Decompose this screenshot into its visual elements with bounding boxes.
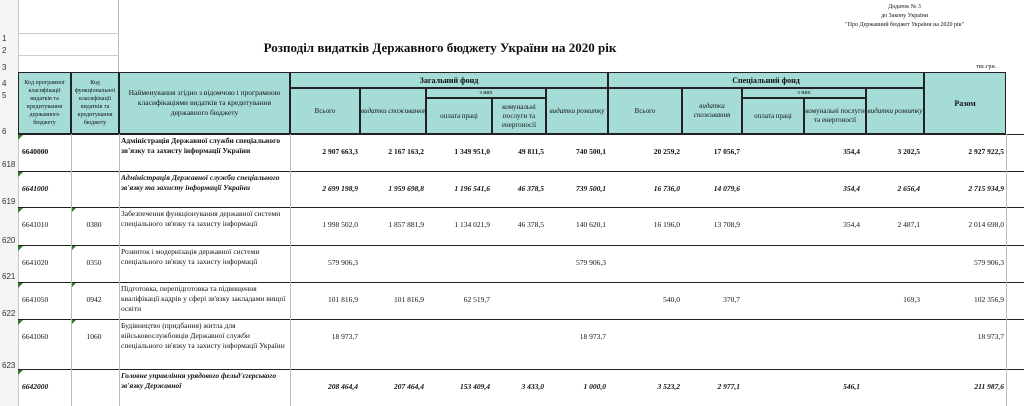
row-number: 623 bbox=[2, 361, 16, 370]
row-general-development: 140 620,1 bbox=[576, 220, 606, 229]
row-special-consumption: 17 056,7 bbox=[713, 147, 740, 156]
row-general-all: 101 816,9 bbox=[328, 295, 358, 304]
row-divider bbox=[18, 134, 1024, 135]
row-special-all: 540,0 bbox=[663, 295, 680, 304]
row-total: 579 906,3 bbox=[974, 258, 1004, 267]
row-special-development: 2 487,1 bbox=[897, 220, 920, 229]
row-divider bbox=[18, 55, 118, 56]
row-number: 620 bbox=[2, 236, 16, 245]
row-total: 2 927 922,5 bbox=[968, 147, 1004, 156]
row-divider bbox=[18, 369, 1024, 370]
row-function-code: 0942 bbox=[86, 295, 102, 304]
header-program-code: Код програмної класифікації видатків та кредитування державного бюджету bbox=[18, 72, 71, 134]
row-program-code: 6641000 bbox=[22, 184, 49, 193]
header-total: Разом bbox=[924, 72, 1006, 134]
row-general-all: 579 906,3 bbox=[328, 258, 358, 267]
row-general-all: 208 464,4 bbox=[328, 382, 358, 391]
row-general-consumption: 1 857 881,9 bbox=[388, 220, 424, 229]
row-special-utilities: 354,4 bbox=[843, 220, 860, 229]
row-program-code: 6641050 bbox=[22, 295, 49, 304]
row-special-all: 20 259,2 bbox=[653, 147, 680, 156]
row-general-wages: 62 519,7 bbox=[463, 295, 490, 304]
row-name: Будівництво (придбання) житла для військовослужбовців Державної служби спеціального зв'язку та захисту інформації України bbox=[121, 321, 285, 350]
header-special-development: видатки розвитку bbox=[866, 88, 924, 134]
row-program-code: 6642000 bbox=[22, 382, 49, 391]
row-special-all: 16 196,0 bbox=[653, 220, 680, 229]
row-general-development: 1 000,0 bbox=[583, 382, 606, 391]
header-general-wages: оплата праці bbox=[426, 98, 492, 134]
row-number: 2 bbox=[2, 46, 7, 55]
header-special-consumption: видатки споживання bbox=[682, 88, 742, 134]
row-special-consumption: 2 977,1 bbox=[717, 382, 740, 391]
row-function-code: 0380 bbox=[86, 220, 102, 229]
header-special-fund: Спеціальний фонд bbox=[608, 72, 924, 88]
row-general-development: 18 973,7 bbox=[579, 332, 606, 341]
row-number: 4 bbox=[2, 79, 7, 88]
row-name: Забезпечення функціонування державної системи спеціального зв'язку та захисту інформації bbox=[121, 209, 281, 228]
header-general-of-them: з них bbox=[426, 88, 546, 98]
row-general-consumption: 101 816,9 bbox=[394, 295, 424, 304]
row-number: 619 bbox=[2, 197, 16, 206]
row-name: Розвиток і модернізація державної системи спеціального зв'язку та захисту інформації bbox=[121, 247, 260, 266]
row-divider bbox=[18, 282, 1024, 283]
header-general-development: видатки розвитку bbox=[546, 88, 608, 134]
cell-marker-icon bbox=[18, 283, 23, 288]
header-general-all: Всього bbox=[290, 88, 360, 134]
row-general-development: 579 906,3 bbox=[576, 258, 606, 267]
cell-marker-icon bbox=[18, 172, 23, 177]
addendum-line-3: "Про Державний бюджет України на 2020 рік" bbox=[845, 22, 964, 28]
row-special-utilities: 354,4 bbox=[843, 184, 860, 193]
addendum-note bbox=[845, 3, 964, 30]
row-divider bbox=[18, 207, 1024, 208]
header-special-utilities: комунальні послуги та енергоносії bbox=[804, 98, 866, 134]
header-special-of-them: з них bbox=[742, 88, 866, 98]
row-general-all: 2 699 198,9 bbox=[322, 184, 358, 193]
column-divider bbox=[1006, 134, 1007, 406]
cell-marker-icon bbox=[18, 246, 23, 251]
row-special-consumption: 14 079,6 bbox=[713, 184, 740, 193]
row-total: 102 356,9 bbox=[974, 295, 1004, 304]
row-special-utilities: 354,4 bbox=[843, 147, 860, 156]
row-total: 2 014 698,0 bbox=[968, 220, 1004, 229]
row-divider bbox=[18, 245, 1024, 246]
row-program-code: 6641060 bbox=[22, 332, 49, 341]
header-general-utilities: комунальні послуги та енергоносії bbox=[492, 98, 546, 134]
row-number: 618 bbox=[2, 160, 16, 169]
row-general-wages: 1 134 021,9 bbox=[454, 220, 490, 229]
addendum-line-1: Додаток № 3 bbox=[888, 4, 921, 10]
addendum-line-2: до Закону України bbox=[881, 13, 929, 19]
row-general-wages: 1 196 541,6 bbox=[454, 184, 490, 193]
row-special-all: 16 736,0 bbox=[653, 184, 680, 193]
header-name: Найменування згідно з відомчою і програмною класифікаціями видатків та кредитування державного бюджету bbox=[119, 72, 290, 134]
row-function-code: 0350 bbox=[86, 258, 102, 267]
row-special-utilities: 546,1 bbox=[843, 382, 860, 391]
row-general-wages: 153 409,4 bbox=[460, 382, 490, 391]
row-name: Підготовка, перепідготовка та підвищення кваліфікації кадрів у сфері зв'язку закладами вищої освіти bbox=[121, 284, 286, 313]
row-program-code: 6640000 bbox=[22, 147, 49, 156]
header-special-all: Всього bbox=[608, 88, 682, 134]
row-program-code: 6641010 bbox=[22, 220, 49, 229]
row-number: 3 bbox=[2, 63, 7, 72]
row-number: 6 bbox=[2, 127, 7, 136]
row-general-consumption: 1 959 698,8 bbox=[388, 184, 424, 193]
row-special-development: 169,3 bbox=[903, 295, 920, 304]
row-general-utilities: 46 378,5 bbox=[517, 220, 544, 229]
row-special-development: 2 656,4 bbox=[897, 184, 920, 193]
column-divider bbox=[290, 134, 291, 406]
row-divider bbox=[18, 171, 1024, 172]
row-special-consumption: 13 708,9 bbox=[713, 220, 740, 229]
row-general-all: 18 973,7 bbox=[331, 332, 358, 341]
row-total: 2 715 934,9 bbox=[968, 184, 1004, 193]
header-general-fund: Загальний фонд bbox=[290, 72, 608, 88]
row-number: 5 bbox=[2, 91, 7, 100]
row-general-all: 1 998 502,0 bbox=[322, 220, 358, 229]
cell-marker-icon bbox=[18, 320, 23, 325]
row-number: 1 bbox=[2, 34, 7, 43]
row-special-consumption: 370,7 bbox=[723, 295, 740, 304]
row-total: 211 987,6 bbox=[974, 382, 1004, 391]
row-general-all: 2 907 663,3 bbox=[322, 147, 358, 156]
column-divider bbox=[119, 134, 120, 406]
row-general-utilities: 49 811,5 bbox=[518, 147, 544, 156]
row-general-consumption: 207 464,4 bbox=[394, 382, 424, 391]
row-name: Головне управління урядового фельд'єгерського зв'язку Державної bbox=[121, 371, 277, 390]
row-special-development: 3 202,5 bbox=[897, 147, 920, 156]
header-general-consumption: видатки споживання bbox=[360, 88, 426, 134]
row-general-utilities: 3 433,0 bbox=[521, 382, 544, 391]
column-divider bbox=[118, 0, 119, 72]
row-program-code: 6641020 bbox=[22, 258, 49, 267]
row-general-consumption: 2 167 163,2 bbox=[388, 147, 424, 156]
row-number-gutter bbox=[0, 0, 19, 406]
row-number: 621 bbox=[2, 272, 16, 281]
row-general-wages: 1 349 951,0 bbox=[454, 147, 490, 156]
row-number: 622 bbox=[2, 309, 16, 318]
row-general-utilities: 46 378,5 bbox=[517, 184, 544, 193]
row-general-development: 739 500,1 bbox=[576, 184, 606, 193]
page-title: Розподіл видатків Державного бюджету України на 2020 рік bbox=[263, 40, 617, 55]
row-divider bbox=[18, 33, 118, 34]
header-special-wages: оплата праці bbox=[742, 98, 804, 134]
column-divider bbox=[71, 134, 72, 406]
row-divider bbox=[18, 319, 1024, 320]
row-total: 18 973,7 bbox=[977, 332, 1004, 341]
row-general-development: 740 500,1 bbox=[576, 147, 606, 156]
cell-marker-icon bbox=[18, 135, 23, 140]
cell-marker-icon bbox=[18, 370, 23, 375]
unit-label: тис.грн. bbox=[976, 64, 997, 70]
row-name: Адміністрація Державної служби спеціального зв'язку та захисту інформації України bbox=[121, 136, 281, 155]
row-special-all: 3 523,2 bbox=[657, 382, 680, 391]
header-function-code: Код функціональної класифікації видатків та кредитування бюджету bbox=[71, 72, 119, 134]
row-name: Адміністрація Державної служби спеціального зв'язку та захисту інформації України bbox=[121, 173, 280, 192]
row-function-code: 1060 bbox=[86, 332, 102, 341]
cell-marker-icon bbox=[18, 208, 23, 213]
